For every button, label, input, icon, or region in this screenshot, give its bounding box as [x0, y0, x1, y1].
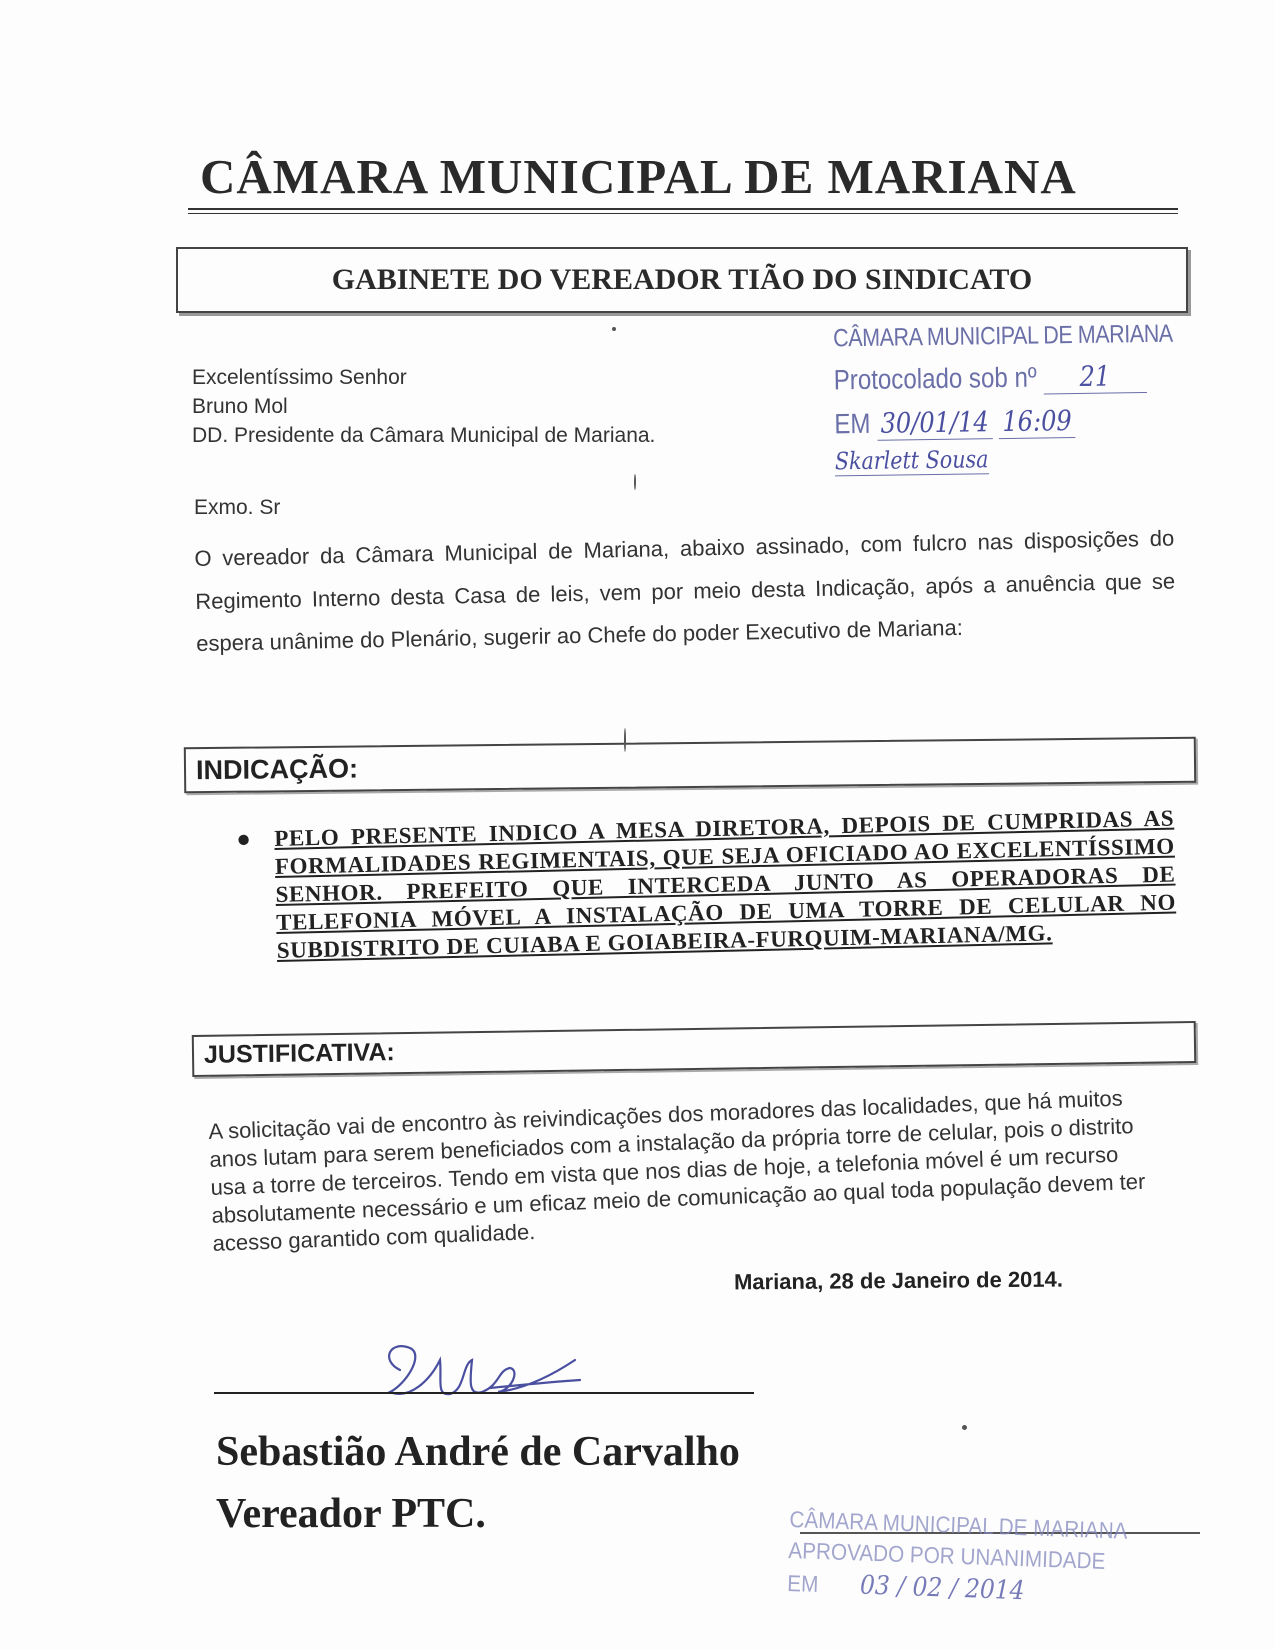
- cabinet-title: GABINETE DO VEREADOR TIÃO DO SINDICATO: [331, 263, 1033, 296]
- scan-speck: [634, 474, 636, 490]
- protocol-date-line: [834, 403, 1127, 441]
- indicacao-text: PELO PRESENTE INDICO A MESA DIRETORA, DEPOIS DE CUMPRIDAS AS FORMALIDADES REGIMENTAIS, QUE SEJA OFICIADO AO EXCELENTÍSSIMO SENHOR. PREFEITO QUE INTERCEDA JUNTO AS OPERADORAS DE TELEFONIA MÓVEL A INSTALAÇÃO DE UMA TORRE DE CELULAR NO SUBDISTRITO DE CUIABA E GOIABEIRA-FURQUIM-MARIANA/MG.: [274, 805, 1177, 963]
- justificativa-header-box: [192, 1021, 1196, 1077]
- protocol-em-label: EM: [834, 407, 871, 440]
- signatory-name: Sebastião André de Carvalho: [216, 1429, 740, 1475]
- date-line: Mariana, 28 de Janeiro de 2014.: [733, 1266, 1064, 1295]
- title-divider: [188, 208, 1178, 214]
- protocol-stamp: [833, 320, 1175, 477]
- handwritten-signature: [370, 1330, 590, 1410]
- protocol-number-line: [834, 359, 1127, 397]
- protocol-signature: Skarlett Sousa: [834, 445, 989, 476]
- protocol-date: 30/01/14: [877, 405, 993, 441]
- addressee-line-1: Excelentíssimo Senhor: [192, 366, 407, 389]
- scan-speck: [962, 1425, 967, 1430]
- signatory-role: Vereador PTC.: [216, 1491, 486, 1537]
- indicacao-item: [230, 804, 1185, 963]
- approval-date: 03 / 02 / 2014: [859, 1570, 1026, 1607]
- protocol-time: 16:09: [999, 404, 1076, 439]
- approval-stamp-line-1: CÂMARA MUNICIPAL DE MARIANA: [789, 1506, 1128, 1544]
- indicacao-label: INDICAÇÃO:: [195, 753, 359, 786]
- addressee-line-2: Bruno Mol: [192, 395, 288, 418]
- approval-stamp-line-2: APROVADO POR UNANIMIDADE: [788, 1536, 1106, 1575]
- protocol-label: Protocolado sob nº: [833, 361, 1037, 396]
- approval-stamp-date-line: EM 03 / 02 / 2014: [786, 1569, 1026, 1607]
- scan-speck: [612, 327, 616, 331]
- justificativa-text: A solicitação vai de encontro às reivindicações dos moradores das localidades, que há muitos anos lutam para serem beneficiados com a instalação da própria torre de celular, pois o distrito usa a torre de terceiros. Tendo em vista que nos dias de hoje, a telefonia móvel é um recurso absolutamente necessário e um eficaz meio de comunicação ao qual toda população devem ter acesso garantido com qualidade.: [208, 1085, 1146, 1256]
- approval-stamp: [787, 1506, 1190, 1612]
- indicacao-header-box: [184, 737, 1196, 794]
- cabinet-header-box: [176, 247, 1188, 313]
- document-title: CÂMARA MUNICIPAL DE MARIANA: [200, 149, 1077, 204]
- salutation: Exmo. Sr: [194, 496, 281, 519]
- intro-paragraph: O vereador da Câmara Municipal de Mariana, abaixo assinado, com fulcro nas disposições do Regimento Interno desta Casa de leis, vem por meio desta Indicação, após a anuência que se espera unânime do Plenário, sugerir ao Chefe do poder Executivo de Mariana:: [194, 525, 1176, 656]
- addressee-line-3: DD. Presidente da Câmara Municipal de Mariana.: [192, 424, 656, 447]
- scan-speck: [624, 728, 626, 752]
- signature-line: [214, 1392, 754, 1394]
- protocol-stamp-heading: CÂMARA MUNICIPAL DE MARIANA: [832, 319, 1173, 353]
- justificativa-label: JUSTIFICATIVA:: [203, 1038, 395, 1069]
- bullet-icon: ●: [235, 825, 252, 853]
- protocol-number: 21: [1043, 359, 1147, 394]
